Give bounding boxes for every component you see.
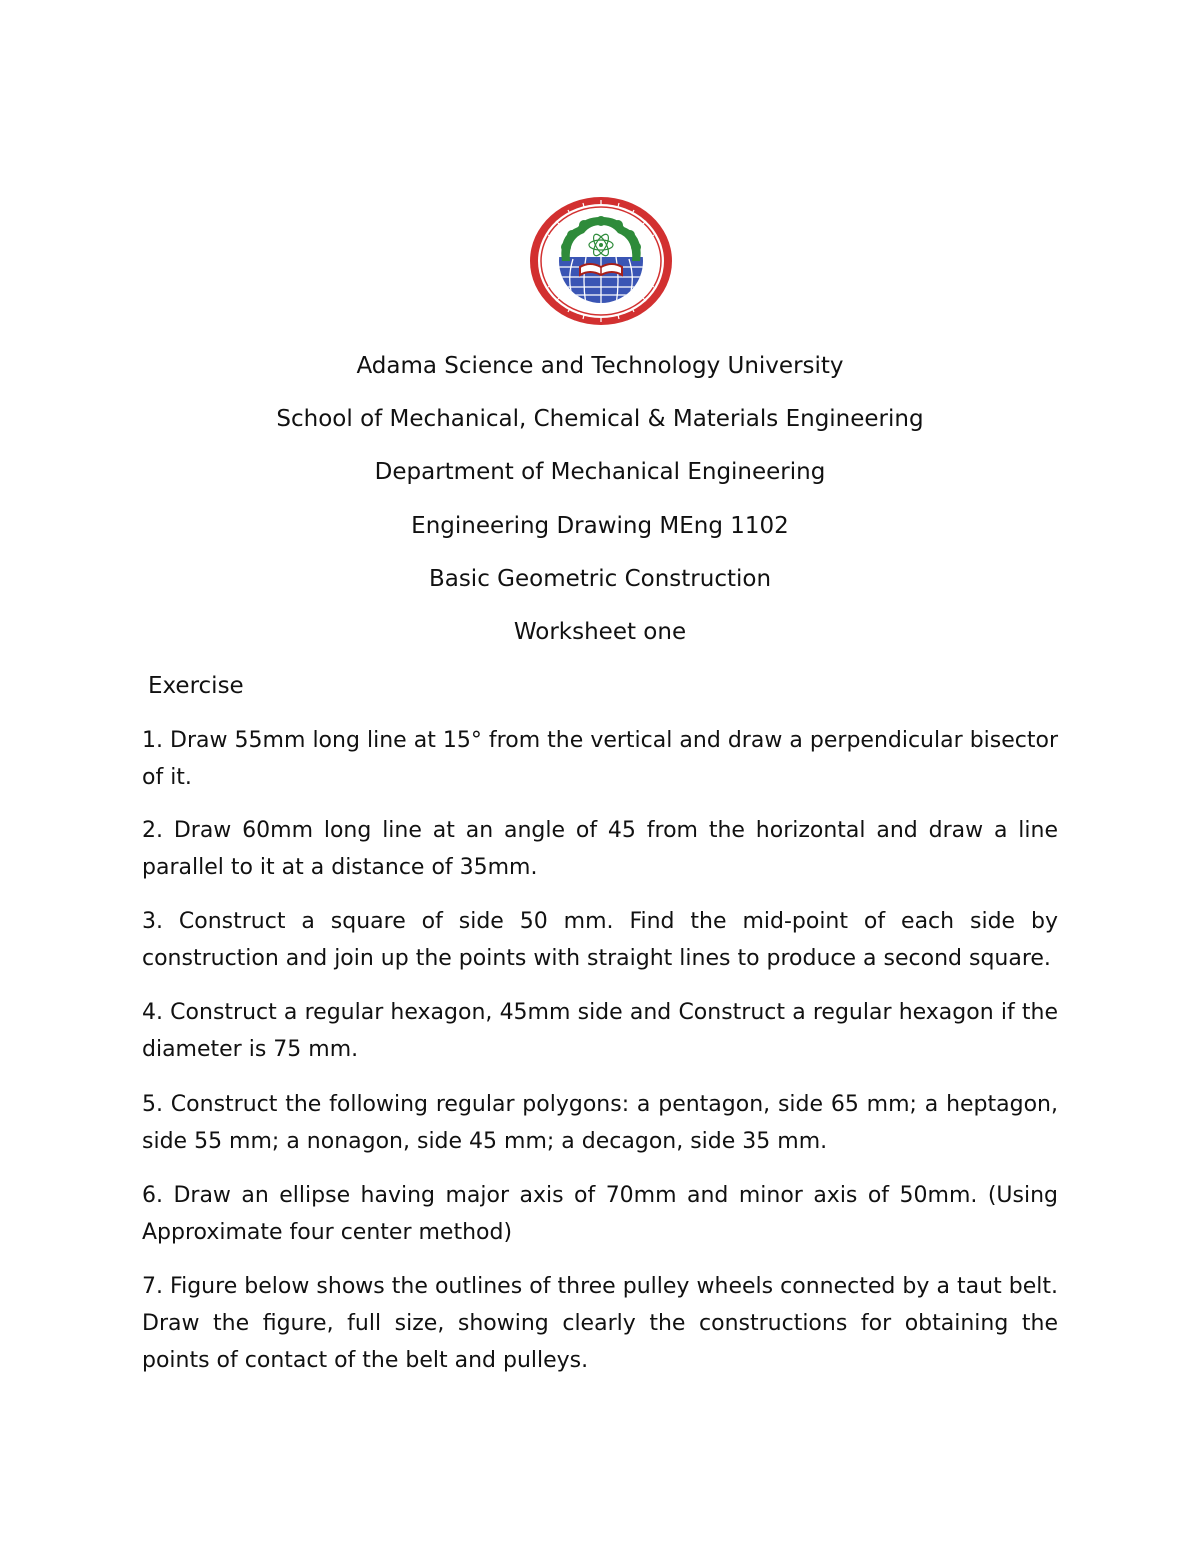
exercise-item-3: 3. Construct a square of side 50 mm. Find the mid-point of each side by construction and join up the points with straight lines to produce a second square. <box>142 909 1058 971</box>
exercise-item-2: 2. Draw 60mm long line at an angle of 45 from the horizontal and draw a line parallel to it at a distance of 35mm. <box>142 818 1058 880</box>
exercise-item-6: 6. Draw an ellipse having major axis of 70mm and minor axis of 50mm. (Using Approximate four center method) <box>142 1183 1058 1245</box>
exercise-heading: Exercise <box>148 673 244 699</box>
exercise-item-5: 5. Construct the following regular polygons: a pentagon, side 65 mm; a heptagon, side 55 mm; a nonagon, side 45 mm; a decagon, side 35 mm. <box>142 1092 1058 1154</box>
topic-title: Basic Geometric Construction <box>428 566 772 592</box>
worksheet-title: Worksheet one <box>513 619 687 645</box>
university-seal-logo <box>528 195 674 327</box>
school-name: School of Mechanical, Chemical & Materials Engineering <box>276 406 924 432</box>
exercise-item-4: 4. Construct a regular hexagon, 45mm side and Construct a regular hexagon if the diameter is 75 mm. <box>142 1000 1058 1062</box>
exercise-item-1: 1. Draw 55mm long line at 15° from the vertical and draw a perpendicular bisector of it. <box>142 728 1058 790</box>
exercise-item-7: 7. Figure below shows the outlines of three pulley wheels connected by a taut belt. Draw the figure, full size, showing clearly the constructions for obtaining the points of contact of the belt and pulleys. <box>142 1274 1058 1373</box>
university-name: Adama Science and Technology University <box>356 353 844 379</box>
course-title: Engineering Drawing MEng 1102 <box>411 513 789 539</box>
department-name: Department of Mechanical Engineering <box>374 459 826 485</box>
